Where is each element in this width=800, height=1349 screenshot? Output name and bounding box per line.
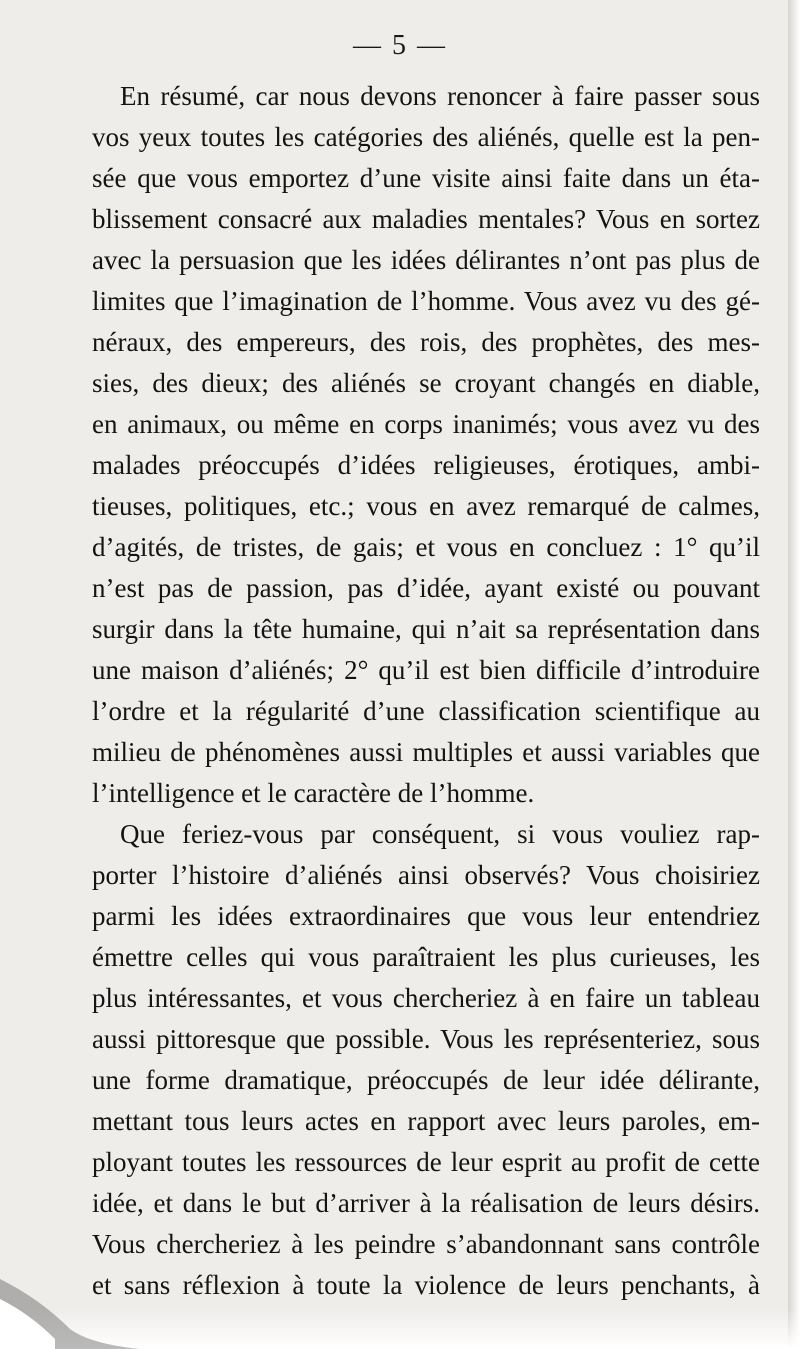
text-line: et sans réflexion à toute la violence de leurs penchants, à: [92, 1270, 760, 1300]
text-line: En résumé, car nous devons renoncer à faire passer sous: [120, 81, 760, 111]
text-line: l’intelligence et le caractère de l’homme.: [92, 778, 535, 808]
text-line: l’ordre et la régularité d’une classification scientifique au: [92, 696, 760, 726]
text-line: milieu de phénomènes aussi multiples et aussi variables que: [92, 737, 760, 767]
text-line: aussi pittoresque que possible. Vous les représenteriez, sous: [92, 1024, 760, 1054]
text-line: émettre celles qui vous paraîtraient les plus curieuses, les: [92, 942, 760, 972]
page-right-edge: [788, 0, 800, 1349]
text-line: sée que vous emportez d’une visite ainsi faite dans un éta-: [92, 163, 760, 193]
text-line: idée, et dans le but d’arriver à la réalisation de leurs désirs.: [92, 1188, 760, 1218]
page-corner-shadow: [0, 1269, 140, 1349]
text-line: surgir dans la tête humaine, qui n’ait sa représentation dans: [92, 614, 760, 644]
text-line: mettant tous leurs actes en rapport avec leurs paroles, em-: [92, 1106, 760, 1136]
page-number: — 5 —: [353, 30, 447, 61]
text-line: Vous chercheriez à les peindre s’abandonnant sans contrôle: [92, 1229, 760, 1259]
text-line: une maison d’aliénés; 2° qu’il est bien difficile d’introduire: [92, 655, 760, 685]
text-line: Que feriez-vous par conséquent, si vous vouliez rap-: [120, 819, 760, 849]
text-line: plus intéressantes, et vous chercheriez à en faire un tableau: [92, 983, 760, 1013]
text-line: en animaux, ou même en corps inanimés; vous avez vu des: [92, 409, 760, 439]
text-line: sies, des dieux; des aliénés se croyant changés en diable,: [92, 368, 760, 398]
text-line: parmi les idées extraordinaires que vous leur entendriez: [92, 901, 760, 931]
text-line: n’est pas de passion, pas d’idée, ayant existé ou pouvant: [92, 573, 760, 603]
text-line: vos yeux toutes les catégories des aliénés, quelle est la pen-: [92, 122, 760, 152]
text-line: limites que l’imagination de l’homme. Vous avez vu des gé-: [92, 286, 760, 316]
body-text: [92, 76, 760, 1306]
text-line: néraux, des empereurs, des rois, des prophètes, des mes-: [92, 327, 760, 357]
text-line: tieuses, politiques, etc.; vous en avez remarqué de calmes,: [92, 491, 760, 521]
text-line: d’agités, de tristes, de gais; et vous en concluez : 1° qu’il: [92, 532, 760, 562]
text-line: une forme dramatique, préoccupés de leur idée délirante,: [92, 1065, 760, 1095]
text-line: blissement consacré aux maladies mentales? Vous en sortez: [92, 204, 760, 234]
text-line: porter l’histoire d’aliénés ainsi observés? Vous choisiriez: [92, 860, 760, 890]
text-line: ployant toutes les ressources de leur esprit au profit de cette: [92, 1147, 760, 1177]
text-line: avec la persuasion que les idées délirantes n’ont pas plus de: [92, 245, 760, 275]
text-line: malades préoccupés d’idées religieuses, érotiques, ambi-: [92, 450, 760, 480]
